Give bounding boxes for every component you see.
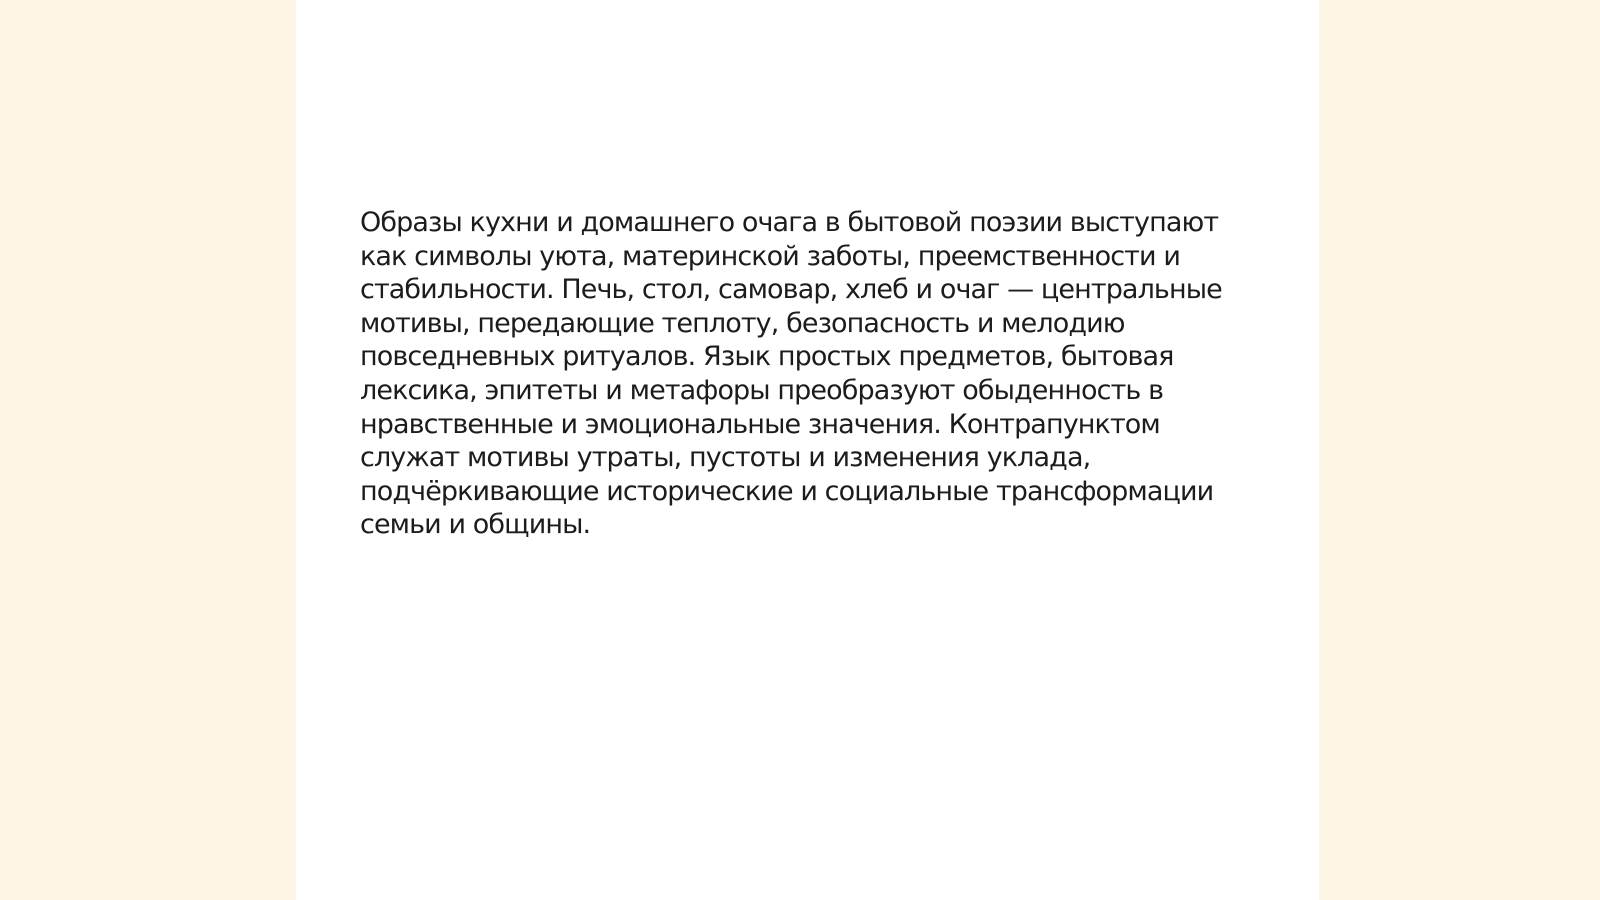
paragraph-line: как символы уюта, материнской заботы, преемственности и [360, 240, 1180, 272]
paragraph-line: служат мотивы утраты, пустоты и изменения уклада, [360, 442, 1091, 474]
document-page [296, 0, 1319, 900]
paragraph-line: Образы кухни и домашнего очага в бытовой поэзии выступают [360, 207, 1219, 238]
paragraph-line: мотивы, передающие теплоту, безопасность и мелодию [360, 307, 1125, 339]
paragraph-line: повседневных ритуалов. Язык простых предметов, бытовая [360, 341, 1174, 373]
paragraph-line: нравственные и эмоциональные значения. Контрапунктом [360, 408, 1160, 440]
body-paragraph [360, 206, 1260, 542]
paragraph-line: семьи и общины. [360, 509, 591, 541]
paragraph-line: подчёркивающие исторические и социальные трансформации [360, 475, 1214, 507]
paragraph-line: стабильности. Печь, стол, самовар, хлеб и очаг — центральные [360, 274, 1222, 306]
paragraph-line: лексика, эпитеты и метафоры преобразуют обыденность в [360, 374, 1164, 406]
